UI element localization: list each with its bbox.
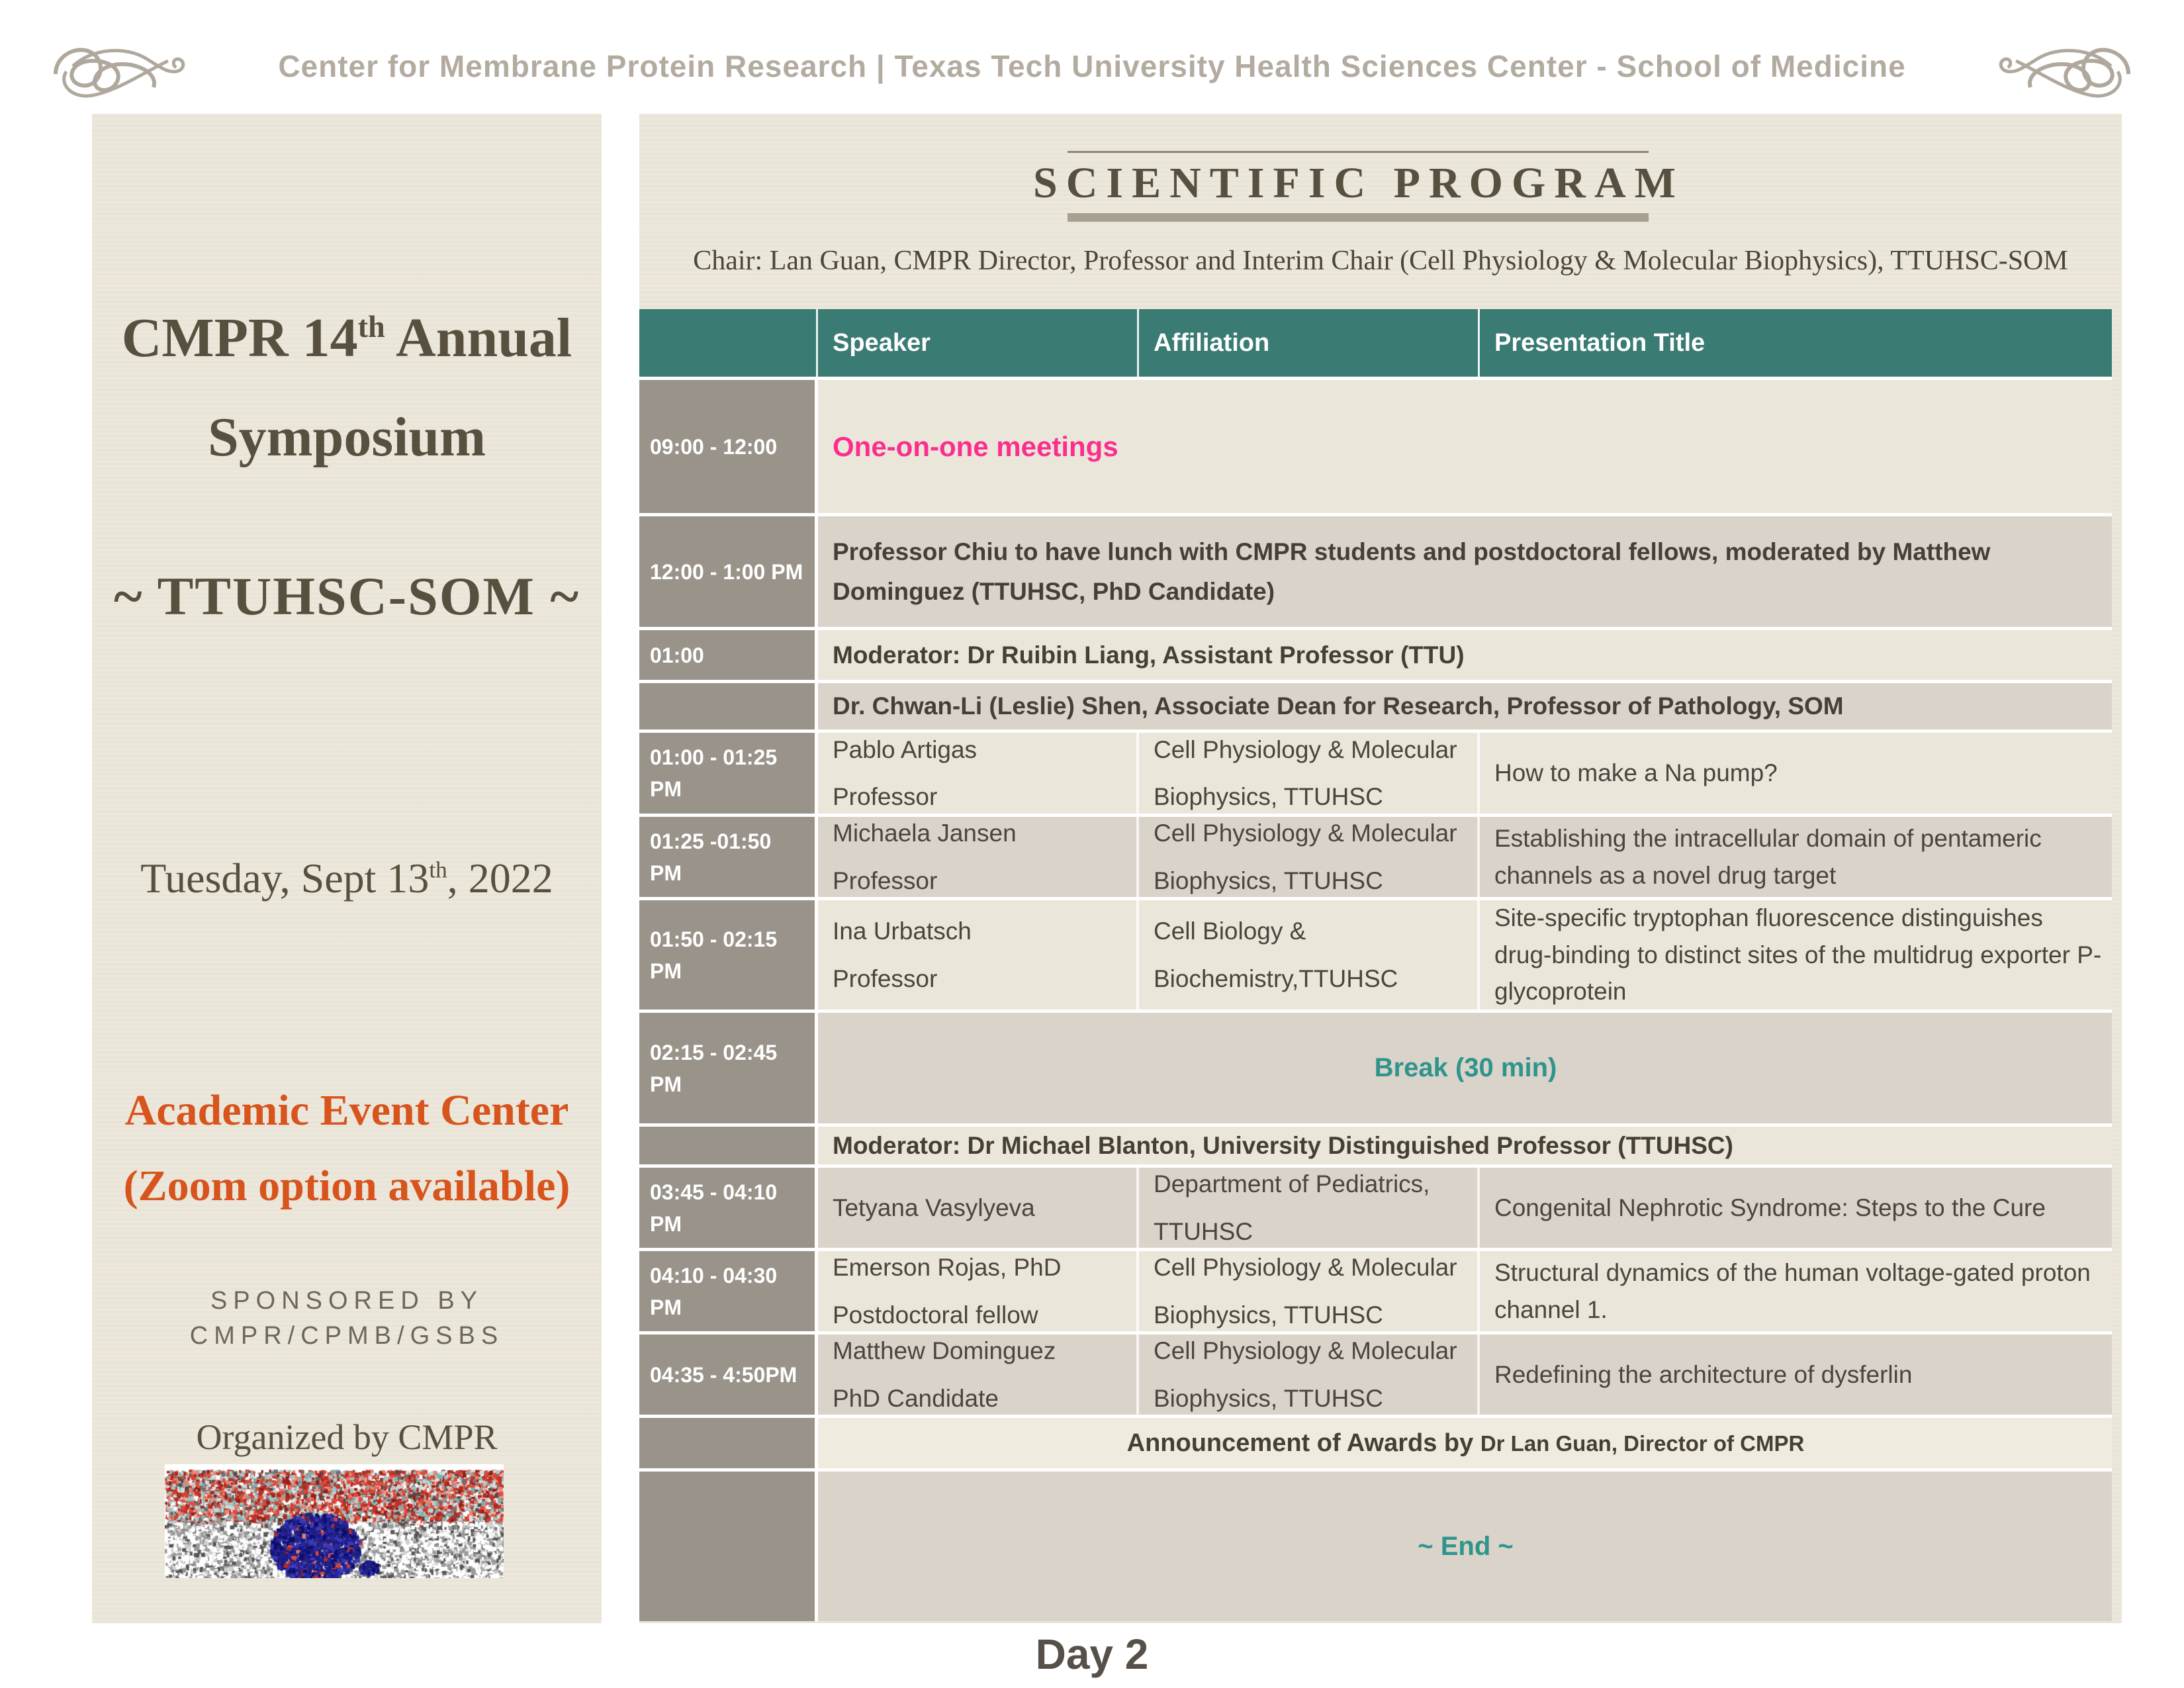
affiliation-cell-text: Biophysics, TTUHSC: [1154, 1301, 1383, 1329]
time-cell: [639, 1472, 818, 1621]
affiliation-cell-text: Cell Physiology & Molecular: [1154, 1337, 1457, 1364]
speaker-column-header: Speaker: [818, 309, 1139, 377]
time-column-header: [639, 309, 818, 377]
speaker-cell-text: PhD Candidate: [833, 1384, 999, 1412]
presentation-title-cell-text: Redefining the architecture of dysferlin: [1494, 1360, 1913, 1388]
affiliation-cell: [1139, 1168, 1480, 1248]
table-row: [639, 1123, 2112, 1164]
speaker-cell: [818, 1251, 1139, 1331]
day-label: Day 2: [1035, 1630, 1149, 1678]
session-note-cell: Announcement of Awards by Dr Lan Guan, Director of CMPR: [1126, 1429, 1805, 1457]
time-cell: 12:00 - 1:00 PM: [639, 516, 818, 627]
affiliation-cell-text: Biophysics, TTUHSC: [1154, 1384, 1383, 1412]
event-venue-note: (Zoom option available): [123, 1162, 570, 1210]
presentation-title-cell-text: Structural dynamics of the human voltage-gated proton channel 1.: [1494, 1259, 2091, 1323]
affiliation-cell: [1139, 1251, 1480, 1331]
event-title-line2: Symposium: [207, 406, 486, 468]
speaker-cell-text: Postdoctoral fellow: [833, 1301, 1038, 1329]
table-row: [639, 1164, 2112, 1248]
time-cell: 01:50 - 02:15 PM: [639, 900, 818, 1009]
time-cell: [639, 1418, 818, 1468]
table-row: [639, 377, 2112, 513]
affiliation-cell: [1139, 1335, 1480, 1415]
table-header-row: [639, 309, 2112, 377]
session-note-cell: Dr. Chwan-Li (Leslie) Shen, Associate Dean for Research, Professor of Pathology, SOM: [833, 692, 1844, 720]
affiliation-cell-text: Cell Physiology & Molecular: [1154, 1254, 1457, 1281]
table-row: [639, 680, 2112, 729]
time-cell: 01:00: [639, 630, 818, 680]
sponsors-list: CMPR/CPMB/GSBS: [189, 1322, 504, 1350]
presentation-title-cell: [1480, 900, 2112, 1009]
affiliation-cell-text: TTUHSC: [1154, 1217, 1253, 1245]
affiliation-cell: [1139, 733, 1480, 814]
membrane-simulation-image: [165, 1464, 504, 1578]
speaker-cell: [818, 733, 1139, 814]
table-row: [639, 1248, 2112, 1331]
speaker-cell-text: Michaela Jansen: [833, 820, 1017, 847]
event-venue: Academic Event Center: [124, 1086, 569, 1135]
page-banner: Center for Membrane Protein Research | Texas Tech University Health Sciences Center - School of Medicine: [278, 49, 1906, 83]
affiliation-cell-text: Biochemistry,TTUHSC: [1154, 964, 1398, 992]
speaker-cell: [818, 1335, 1139, 1415]
speaker-cell-text: Emerson Rojas, PhD: [833, 1254, 1062, 1281]
time-cell: [639, 1127, 818, 1164]
event-title-line1: CMPR 14th Annual: [121, 307, 572, 369]
affiliation-column-header: Affiliation: [1139, 309, 1480, 377]
scientific-program-panel: [639, 114, 2122, 1623]
title-rule-top: [1068, 151, 1649, 153]
table-row: [639, 513, 2112, 627]
table-row: [639, 1331, 2112, 1415]
affiliation-cell: [1139, 900, 1480, 1009]
time-cell: 03:45 - 04:10 PM: [639, 1168, 818, 1248]
time-cell: [639, 683, 818, 729]
affiliation-cell-text: Biophysics, TTUHSC: [1154, 783, 1383, 810]
speaker-cell: [818, 900, 1139, 1009]
table-row: [639, 729, 2112, 814]
event-info-sidebar: [92, 114, 602, 1623]
table-row: [639, 897, 2112, 1009]
program-table: [639, 309, 2112, 1621]
title-rule-bottom: [1068, 213, 1649, 222]
affiliation-cell-text: Biophysics, TTUHSC: [1154, 867, 1383, 894]
affiliation-cell-text: Cell Biology &: [1154, 917, 1306, 945]
time-cell: 01:00 - 01:25 PM: [639, 733, 818, 814]
time-cell: 04:35 - 4:50PM: [639, 1335, 818, 1415]
speaker-cell: [818, 1168, 1139, 1248]
table-row: [639, 627, 2112, 680]
sponsored-by-label: SPONSORED BY: [210, 1287, 484, 1315]
program-title: SCIENTIFIC PROGRAM: [1033, 159, 1684, 207]
session-note-cell: Break (30 min): [1374, 1053, 1557, 1082]
speaker-cell-text: Professor: [833, 867, 938, 894]
chair-line: Chair: Lan Guan, CMPR Director, Professor and Interim Chair (Cell Physiology & Molecular Biophysics), TTUHSC-SOM: [693, 246, 2068, 276]
speaker-cell-text: Matthew Dominguez: [833, 1337, 1056, 1364]
presentation-title-cell: [1480, 817, 2112, 897]
presentation-title-cell: [1480, 1335, 2112, 1415]
presentation-title-cell-text: How to make a Na pump?: [1494, 759, 1778, 787]
session-note-cell: Moderator: Dr Ruibin Liang, Assistant Professor (TTU): [833, 641, 1465, 669]
presentation-title-cell: [1480, 733, 2112, 814]
presentation-title-cell: [1480, 1168, 2112, 1248]
speaker-cell-text: Professor: [833, 964, 938, 992]
time-cell: 09:00 - 12:00: [639, 380, 818, 513]
table-row: [639, 814, 2112, 897]
presentation-title-cell: [1480, 1251, 2112, 1331]
affiliation-cell: [1139, 817, 1480, 897]
affiliation-cell-text: Cell Physiology & Molecular: [1154, 820, 1457, 847]
speaker-cell-text: Professor: [833, 783, 938, 810]
session-note-cell: One-on-one meetings: [833, 430, 1118, 462]
organizer-label: Organized by CMPR: [196, 1417, 498, 1457]
event-date: Tuesday, Sept 13th, 2022: [140, 855, 553, 902]
presentation-title-column-header: Presentation Title: [1494, 328, 1706, 357]
session-note-cell: ~ End ~: [1418, 1531, 1514, 1561]
event-subtitle: ~ TTUHSC-SOM ~: [113, 566, 580, 626]
table-row: [639, 1468, 2112, 1621]
speaker-cell: [818, 817, 1139, 897]
speaker-cell-text: Tetyana Vasylyeva: [833, 1194, 1035, 1221]
session-note-cell: Professor Chiu to have lunch with CMPR students and postdoctoral fellows, moderated by Matthew Dominguez (TTUHSC, PhD Candidate): [833, 538, 1991, 605]
time-cell: 01:25 -01:50 PM: [639, 817, 818, 897]
presentation-title-cell-text: Establishing the intracellular domain of pentameric channels as a novel drug target: [1494, 825, 2042, 889]
table-row: [639, 1009, 2112, 1123]
time-cell: 04:10 - 04:30 PM: [639, 1251, 818, 1331]
speaker-cell-text: Pablo Artigas: [833, 735, 978, 763]
presentation-title-cell-text: Site-specific tryptophan fluorescence distinguishes drug-binding to distinct sites of the multidrug exporter P-glycoprotein: [1494, 904, 2102, 1006]
speaker-cell-text: Ina Urbatsch: [833, 917, 972, 945]
affiliation-cell-text: Cell Physiology & Molecular: [1154, 735, 1457, 763]
presentation-title-cell-text: Congenital Nephrotic Syndrome: Steps to the Cure: [1494, 1194, 2046, 1221]
affiliation-cell-text: Department of Pediatrics,: [1154, 1170, 1430, 1197]
time-cell: 02:15 - 02:45 PM: [639, 1013, 818, 1123]
session-note-cell: Moderator: Dr Michael Blanton, University Distinguished Professor (TTUHSC): [833, 1131, 1733, 1159]
table-row: [639, 1415, 2112, 1468]
